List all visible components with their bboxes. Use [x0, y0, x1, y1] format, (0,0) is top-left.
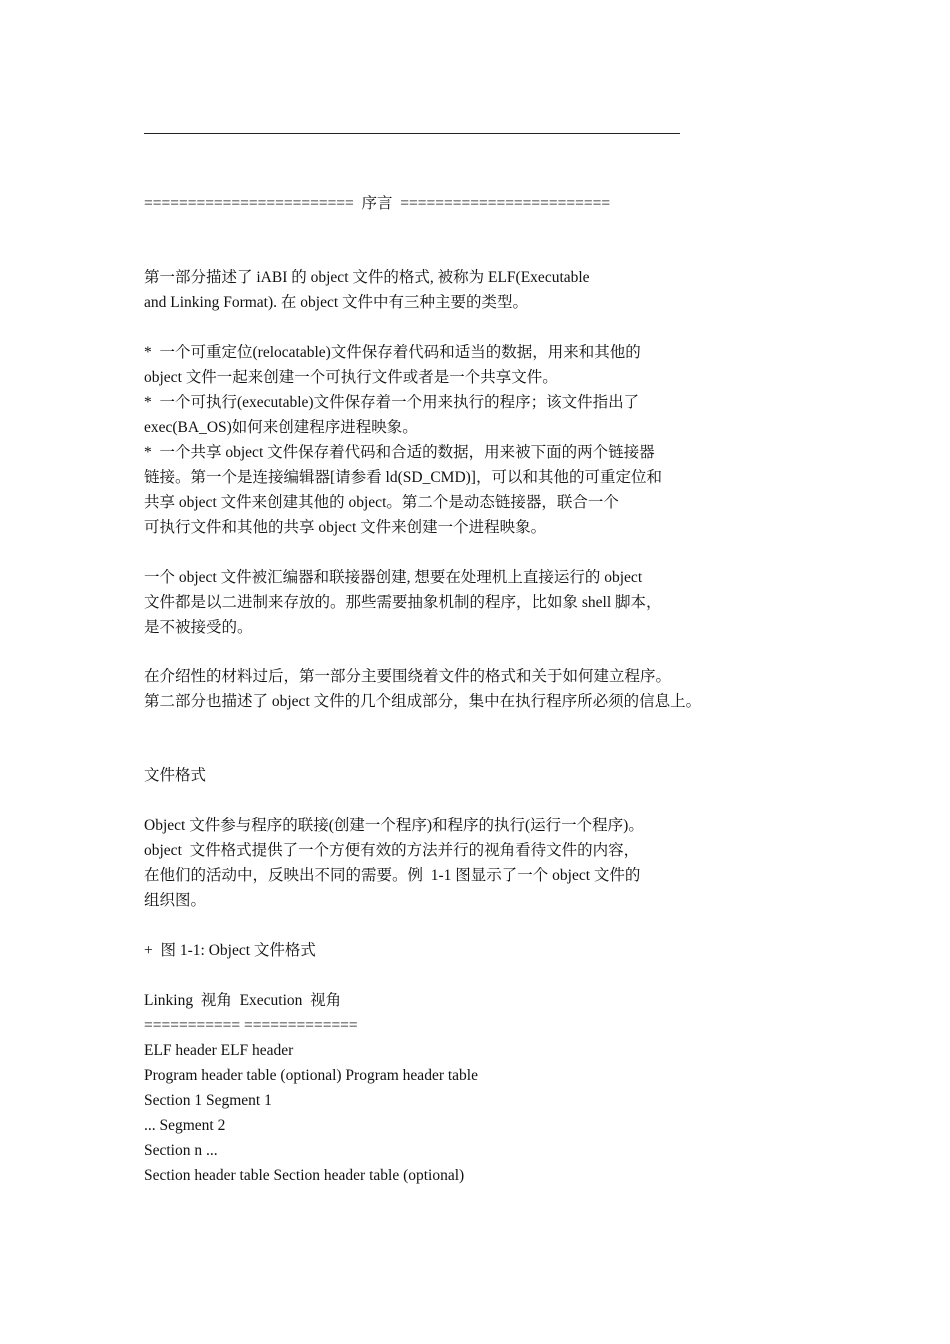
para4-line-2: object 文件格式提供了一个方便有效的方法并行的视角看待文件的内容，	[144, 842, 640, 859]
figure-row-1: ELF header ELF header	[144, 1042, 294, 1059]
types-line-3: * 一个可执行(executable)文件保存着一个用来执行的程序；该文件指出了	[144, 394, 640, 411]
types-line-8: 可执行文件和其他的共享 object 文件来创建一个进程映象。	[144, 519, 547, 536]
figure-caption: + 图 1-1: Object 文件格式	[144, 942, 316, 959]
para4-line-3: 在他们的活动中，反映出不同的需要。例 1-1 图显示了一个 object 文件的	[144, 867, 641, 884]
figure-row-4: ... Segment 2	[144, 1117, 226, 1134]
figure-rule: =========== =============	[144, 1017, 358, 1034]
para2-line-3: 是不被接受的。	[144, 619, 253, 636]
figure-row-2: Program header table (optional) Program header table	[144, 1067, 478, 1084]
types-line-7: 共享 object 文件来创建其他的 object。第二个是动态链接器，联合一个	[144, 494, 619, 511]
intro-line-2: and Linking Format). 在 object 文件中有三种主要的类型。	[144, 294, 529, 311]
types-line-4: exec(BA_OS)如何来创建程序进程映象。	[144, 419, 418, 436]
types-line-1: * 一个可重定位(relocatable)文件保存着代码和适当的数据，用来和其他的	[144, 344, 641, 361]
para4-line-4: 组织图。	[144, 892, 207, 909]
para4-line-1: Object 文件参与程序的联接(创建一个程序)和程序的执行(运行一个程序)。	[144, 817, 644, 834]
intro-line-1: 第一部分描述了 iABI 的 object 文件的格式, 被称为 ELF(Executable	[144, 269, 590, 286]
types-line-5: * 一个共享 object 文件保存着代码和合适的数据，用来被下面的两个链接器	[144, 444, 655, 461]
figure-row-5: Section n ...	[144, 1142, 218, 1159]
para2-line-2: 文件都是以二进制来存放的。那些需要抽象机制的程序，比如象 shell 脚本，	[144, 594, 662, 611]
figure-row-3: Section 1 Segment 1	[144, 1092, 272, 1109]
types-line-2: object 文件一起来创建一个可执行文件或者是一个共享文件。	[144, 369, 558, 386]
top-rule	[144, 133, 680, 134]
section-title: 文件格式	[144, 767, 207, 784]
preface-banner: ======================== 序言 ========================	[144, 195, 611, 212]
para3-line-1: 在介绍性的材料过后，第一部分主要围绕着文件的格式和关于如何建立程序。	[144, 668, 672, 685]
types-line-6: 链接。第一个是连接编辑器[请参看 ld(SD_CMD)]，可以和其他的可重定位和	[144, 469, 662, 486]
figure-row-6: Section header table Section header table (optional)	[144, 1167, 465, 1184]
para3-line-2: 第二部分也描述了 object 文件的几个组成部分，集中在执行程序所必须的信息上。	[144, 693, 702, 710]
figure-header: Linking 视角 Execution 视角	[144, 992, 342, 1009]
para2-line-1: 一个 object 文件被汇编器和联接器创建, 想要在处理机上直接运行的 object	[144, 569, 643, 586]
